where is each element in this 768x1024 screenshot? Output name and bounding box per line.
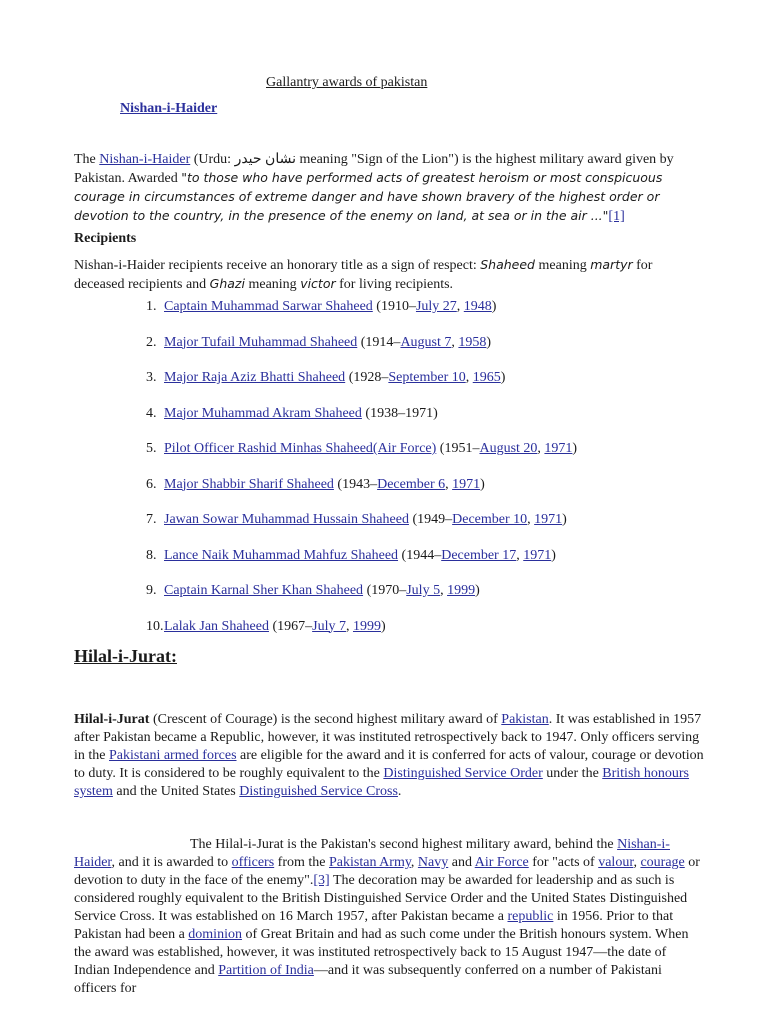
recipient-dates: (1910– — [372, 299, 416, 314]
text: of Great Britain and had as such come under the British honours system. When the award was established, however, it was instituted retrospectively back to 15 August 1947—the date of Indian Independence and — [74, 927, 689, 978]
recipient-year-link[interactable]: 1971 — [452, 476, 481, 492]
nishan-link[interactable]: Nishan-i-Haider — [99, 152, 191, 167]
recipient-name-link[interactable]: Major Muhammad Akram Shaheed — [164, 405, 362, 421]
recipient-date-separator: , — [465, 370, 473, 385]
recipient-number: 10. — [146, 618, 164, 634]
ref-1-link[interactable]: [1] — [608, 209, 625, 224]
term-victor: victor — [300, 276, 336, 291]
hilal-heading: Hilal-i-Jurat: — [74, 646, 177, 666]
recipient-dates-close: ) — [562, 512, 567, 527]
recipient-date-link[interactable]: July 5 — [406, 583, 441, 598]
recipient-number: 4. — [146, 405, 157, 421]
text: are eligible for the award and it is conferred for acts of valour, courage or devotion to duty. It is considered to be roughly equivalent to the — [74, 748, 704, 781]
recipient-year-link[interactable]: 1971 — [544, 441, 573, 456]
text: —and it was subsequently conferred on a number of Pakistani officers for — [74, 963, 662, 996]
text: , and it is awarded to — [111, 855, 232, 870]
recipient-dates: (1970– — [363, 583, 407, 598]
recipient-dates-close: ) — [475, 583, 480, 598]
text: . — [397, 784, 402, 799]
recipient-item — [146, 405, 577, 441]
recipient-number: 9. — [146, 583, 157, 598]
recipient-dates: (1928– — [345, 370, 389, 385]
republic-link[interactable]: republic — [507, 909, 554, 924]
recipient-item — [146, 618, 577, 654]
recipient-dates-close: ) — [491, 299, 497, 314]
pakistan-army-link[interactable]: Pakistan Army — [329, 855, 411, 870]
recipient-date-separator: , — [456, 299, 464, 314]
recipient-date-separator: , — [445, 476, 453, 492]
recipient-dates: (1949– — [408, 512, 453, 527]
valour-link[interactable]: valour — [598, 855, 634, 870]
recipient-date-link[interactable]: December 10 — [452, 512, 528, 527]
recipient-date-separator: , — [345, 618, 353, 634]
text: for deceased recipients and — [74, 258, 653, 292]
recipient-date-link[interactable]: July 27 — [415, 299, 457, 314]
air-force-link[interactable]: Air Force — [474, 855, 529, 870]
recipient-year-link[interactable]: 1971 — [534, 512, 563, 527]
recipient-date-link[interactable]: August 7 — [400, 334, 452, 350]
recipient-year-link[interactable]: 1971 — [523, 547, 552, 563]
recipient-name-link[interactable]: Major Shabbir Sharif Shaheed — [164, 476, 334, 492]
recipient-number: 1. — [146, 299, 157, 314]
recipient-date-separator: , — [451, 334, 459, 350]
recipient-year-link[interactable]: 1958 — [458, 334, 487, 350]
intro-paragraph — [74, 151, 704, 226]
armed-forces-link[interactable]: Pakistani armed forces — [109, 748, 237, 763]
recipient-name-link[interactable]: Pilot Officer Rashid Minhas Shaheed(Air Force) — [164, 441, 437, 456]
recipient-dates-close: ) — [572, 441, 578, 456]
recipient-dates: (1943– — [333, 476, 378, 492]
recipient-date-link[interactable]: August 20 — [479, 441, 538, 456]
text: in 1956. Prior to that Pakistan had been a — [74, 909, 674, 942]
recipient-dates: (1914– — [357, 334, 401, 350]
recipient-dates-close: ) — [486, 334, 492, 350]
recipient-name-link[interactable]: Captain Muhammad Sarwar Shaheed — [164, 299, 373, 314]
dominion-link[interactable]: dominion — [188, 927, 242, 942]
officers-link[interactable]: officers — [231, 855, 275, 870]
partition-link[interactable]: Partition of India — [218, 963, 314, 978]
recipient-dates: (1938–1971) — [361, 405, 438, 421]
recipient-year-link[interactable]: 1999 — [447, 583, 476, 598]
recipient-dates: (1944– — [398, 547, 442, 563]
recipient-name-link[interactable]: Lance Naik Muhammad Mahfuz Shaheed — [164, 547, 399, 563]
text: The Hilal-i-Jurat is the Pakistan's second highest military award, behind the — [190, 837, 618, 852]
recipient-date-link[interactable]: December 17 — [441, 547, 517, 563]
recipient-number: 6. — [146, 476, 157, 492]
document-title: Gallantry awards of pakistan — [266, 75, 428, 90]
recipient-number: 2. — [146, 334, 157, 350]
recipient-number: 8. — [146, 547, 157, 563]
navy-link[interactable]: Navy — [417, 855, 449, 870]
text: meaning — [535, 258, 591, 273]
text: and the United States — [112, 784, 240, 799]
urdu-text: نشان حيدر — [234, 152, 296, 167]
hilal-paragraph-2 — [74, 836, 704, 998]
nishan-link-2[interactable]: Nishan-i-Haider — [74, 837, 670, 870]
recipient-year-link[interactable]: 1965 — [472, 370, 501, 385]
text: and — [448, 855, 475, 870]
recipients-paragraph — [74, 256, 704, 294]
term-shaheed: Shaheed — [480, 257, 535, 272]
british-honours-link[interactable]: British honours system — [74, 766, 690, 799]
text: for "acts of — [528, 855, 599, 870]
text: meaning — [244, 277, 301, 292]
recipient-number: 5. — [146, 441, 157, 456]
text: under the — [542, 766, 603, 781]
recipient-dates: (1951– — [436, 441, 480, 456]
recipient-dates-close: ) — [380, 618, 386, 634]
recipient-date-separator: , — [440, 583, 448, 598]
recipient-item — [146, 440, 577, 476]
term-martyr: martyr — [590, 257, 633, 272]
recipient-item — [146, 334, 577, 370]
hilal-paragraph-1 — [74, 711, 704, 801]
recipient-item — [146, 369, 577, 405]
recipients-list — [146, 298, 577, 653]
text: . It was established in 1957 after Pakistan became a Republic, however, it was instituted retrospectively back to 1947. Only officers serving in the — [74, 712, 702, 763]
nishan-heading-link[interactable]: Nishan-i-Haider — [120, 101, 218, 116]
recipient-year-link[interactable]: 1948 — [463, 299, 492, 314]
dsc-link[interactable]: Distinguished Service Cross — [239, 784, 398, 799]
recipient-dates-close: ) — [500, 370, 506, 385]
recipient-date-separator: , — [516, 547, 524, 563]
recipient-name-link[interactable]: Major Raja Aziz Bhatti Shaheed — [164, 370, 346, 385]
pakistan-link[interactable]: Pakistan — [501, 712, 549, 727]
recipient-name-link[interactable]: Major Tufail Muhammad Shaheed — [164, 334, 358, 350]
text: , — [410, 855, 418, 870]
recipient-dates-close: ) — [480, 476, 485, 492]
ref-3-link[interactable]: [3] — [313, 873, 330, 888]
dso-link[interactable]: Distinguished Service Order — [383, 766, 543, 781]
recipient-item — [146, 476, 577, 512]
text: or devotion to duty in the face of the enemy". — [74, 855, 700, 888]
text: for living recipients. — [335, 277, 454, 292]
recipient-name-link[interactable]: Jawan Sowar Muhammad Hussain Shaheed — [164, 512, 409, 527]
recipient-date-link[interactable]: July 7 — [312, 618, 346, 634]
text: Nishan-i-Haider recipients receive an honorary title as a sign of respect: — [74, 258, 481, 273]
recipient-dates: (1967– — [268, 618, 313, 634]
intro-text: (Urdu: — [190, 152, 235, 167]
hilal-bold-term: Hilal-i-Jurat — [74, 712, 150, 727]
recipient-date-separator: , — [537, 441, 545, 456]
recipient-number: 7. — [146, 512, 157, 527]
recipient-name-link[interactable]: Captain Karnal Sher Khan Shaheed — [164, 583, 364, 598]
text: The decoration may be awarded for leadership and as such is considered roughly equivalent to the British Distinguished Service Order and the United States Distinguished Service Cross. It was established on 16 March 1957, after Pakistan became a — [74, 873, 688, 924]
intro-text: The — [74, 152, 100, 167]
recipient-item — [146, 511, 577, 547]
text: (Crescent of Courage) is the second highest military award of — [149, 712, 502, 727]
recipient-number: 3. — [146, 370, 157, 385]
award-quote: "to those who have performed acts of greatest heroism or most conspicuous courage in circumstances of extreme danger and have shown bravery of the highest order or devotion to the country, in the presence of the enemy on land, at sea or in the air ..." — [74, 170, 663, 223]
recipient-dates-close: ) — [551, 547, 556, 563]
recipient-name-link[interactable]: Lalak Jan Shaheed — [164, 618, 269, 634]
text: , — [633, 855, 641, 870]
recipient-year-link[interactable]: 1999 — [352, 618, 381, 634]
recipient-date-link[interactable]: December 6 — [377, 476, 446, 492]
term-ghazi: Ghazi — [209, 276, 245, 291]
recipient-item — [146, 582, 577, 618]
recipient-item — [146, 547, 577, 583]
courage-link[interactable]: courage — [640, 855, 685, 870]
recipients-heading: Recipients — [74, 231, 137, 246]
recipient-item — [146, 298, 577, 334]
text: from the — [274, 855, 329, 870]
recipient-date-link[interactable]: September 10 — [388, 370, 466, 385]
intro-text: meaning "Sign of the Lion") is the highest military award given by Pakistan. Awarded — [74, 152, 674, 186]
recipient-date-separator: , — [527, 512, 535, 527]
